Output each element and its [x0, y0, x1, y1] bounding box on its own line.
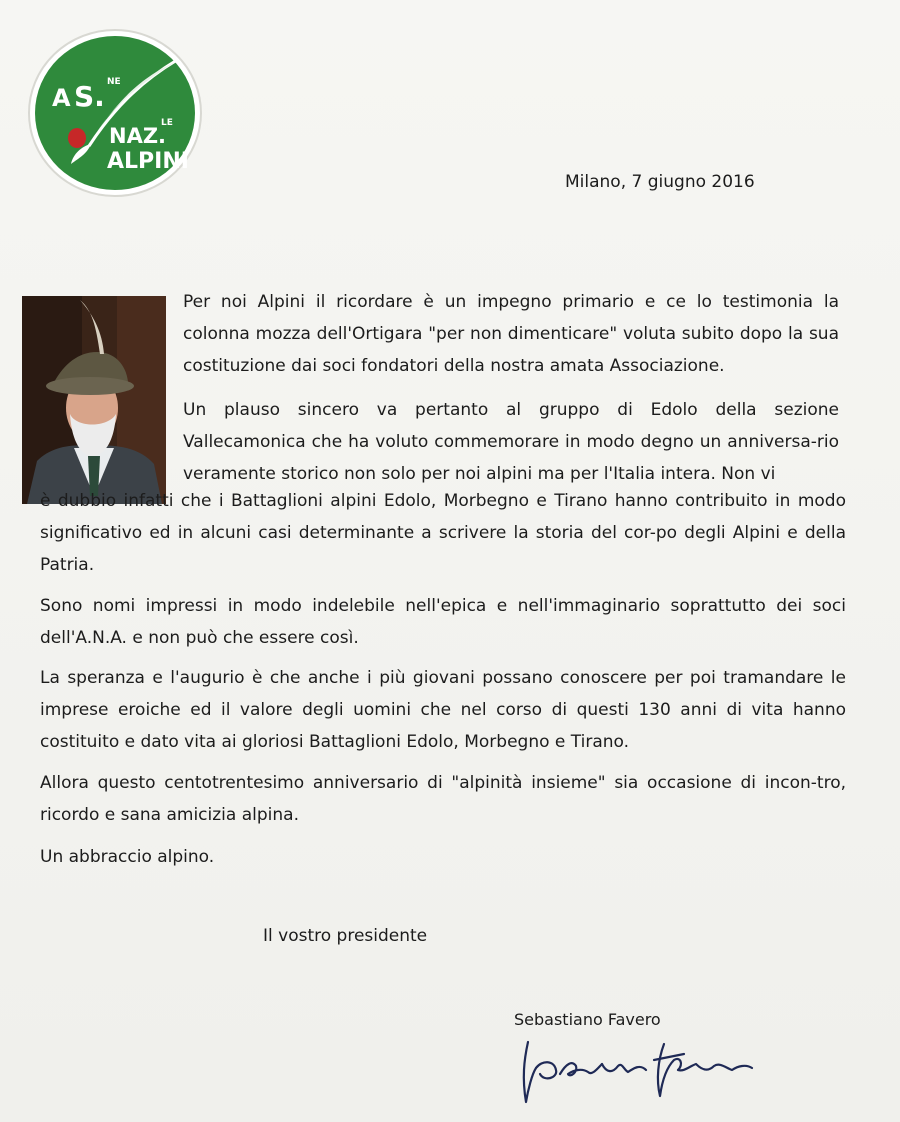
letter-date: Milano, 7 giugno 2016: [565, 172, 755, 192]
paragraph-1: Per noi Alpini il ricordare è un impegno primario e ce lo testimonia la colonna mozza dell'Ortigara "per non dimenticare" voluta subito dopo la sua costituzione dai soci fondatori della nostra amata Associazione.: [183, 292, 839, 376]
svg-text:A: A: [52, 84, 71, 112]
paragraph-4: La speranza e l'augurio è che anche i più giovani possano conoscere per poi tramandare le imprese eroiche ed il valore degli uomini che nel corso di questi 130 anni di vita hanno costituito e dato vita ai gloriosi Battaglioni Edolo, Morbegno e Tirano.: [40, 668, 846, 752]
paragraph-2-continued: è dubbio infatti che i Battaglioni alpini Edolo, Morbegno e Tirano hanno contribuito in modo significativo ed in alcuni casi determinante a scrivere la storia del cor-po degli Alpini e della Patria.: [40, 491, 846, 575]
paragraph-6: Un abbraccio alpino.: [40, 847, 215, 867]
svg-text:ALPINI: ALPINI: [107, 149, 189, 174]
svg-text:LE: LE: [161, 118, 173, 128]
portrait-alpine-hat-icon: [22, 296, 166, 504]
svg-text:NE: NE: [107, 77, 121, 87]
closing-line: Il vostro presidente: [263, 926, 428, 946]
handwritten-signature-icon: [514, 1030, 764, 1110]
paragraph-2: Un plauso sincero va pertanto al gruppo di Edolo della sezione Vallecamonica che ha voluto commemorare in modo degno un anniversa-rio veramente storico non solo per noi alpini ma per l'Italia intera. Non vi: [183, 400, 839, 484]
paragraph-3: Sono nomi impressi in modo indelebile nell'epica e nell'immaginario soprattutto dei soci dell'A.N.A. e non può che essere così.: [40, 596, 846, 648]
signer-name: Sebastiano Favero: [514, 1010, 661, 1029]
svg-text:S.: S.: [74, 80, 105, 113]
svg-text:NAZ.: NAZ.: [109, 124, 167, 148]
ana-logo-icon: [27, 28, 203, 198]
paragraph-5: Allora questo centotrentesimo anniversario di "alpinità insieme" sia occasione di incon-tro, ricordo e sana amicizia alpina.: [40, 773, 846, 825]
